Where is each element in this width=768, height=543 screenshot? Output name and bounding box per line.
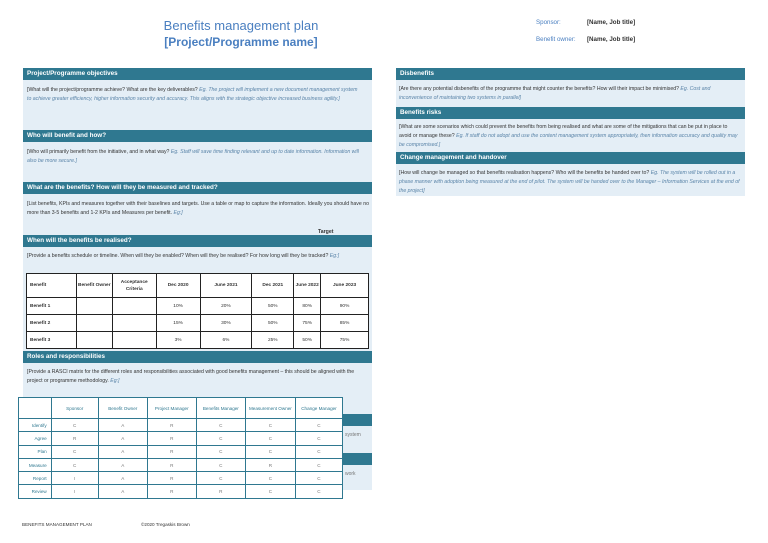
column-header: Acceptance Criteria [112,274,156,298]
table-cell: I [51,472,98,485]
row-label: Agree [19,432,52,445]
table-cell: 20% [200,298,252,315]
table-cell [112,332,156,349]
table-cell: C [196,432,245,445]
table-cell: 3% [156,332,200,349]
table-cell [76,332,112,349]
table-cell: C [245,419,295,432]
risks-text: [What are some scenarios which could prevent the benefits from being realised and what are some of the mitigations that can be put in place to avoid or manage these? Eg. If staff do not adopt and use the content management system appropriately, then information accuracy and quality may be compromised.] [399,124,738,148]
table-cell: C [245,472,295,485]
table-cell: 30% [200,315,252,332]
risks-heading: Benefits risks [396,107,745,119]
when-text: [Provide a benefits schedule or timeline. When will they be enabled? When will they be realised? For how long will they be tracked? Eg:] [27,253,340,259]
table-header-row [27,274,369,298]
owner-label: Benefit owner: [536,36,576,43]
table-cell: C [245,485,295,498]
sponsor-value: [Name, Job title] [587,19,636,26]
table-cell: R [245,458,295,471]
table-cell [112,298,156,315]
table-cell: C [196,419,245,432]
table-cell [112,315,156,332]
footer-copyright: ©2020 Tregaskis Brown [141,522,190,527]
column-header: Benefit [27,274,77,298]
table-cell: A [98,419,147,432]
table-cell: 85% [321,315,369,332]
table-cell: R [147,419,196,432]
hidden-text-fragment: work [345,471,356,477]
roles-text: [Provide a RASCI matrix for the different roles and responsibilities associated with good benefits management – this should be aligned with the project or programme methodology. Eg:] [27,369,355,384]
column-header: Dec 2020 [156,274,200,298]
table-row [19,458,343,471]
table-row [19,432,343,445]
table-cell: C [295,485,342,498]
table-cell: R [147,432,196,445]
table-cell: C [295,432,342,445]
column-header: Change Manager [295,398,342,419]
table-cell: C [245,432,295,445]
column-header: Dec 2021 [252,274,294,298]
table-cell: 25% [252,332,294,349]
objectives-text: [What will the project/programme achieve? What are the key deliverables? Eg. The project will implement a new document management system to achieve greater efficiency, higher information security and accuracy. This aligns with the strategic objective increased business agility.] [27,87,358,102]
table-cell: 50% [252,298,294,315]
table-cell: R [147,485,196,498]
disbenefits-text: [Are there any potential disbenefits of the programme that might counter the benefits? How will their impact be minimised? Eg. Cost and inconvenience of maintaining two systems in parallel] [399,86,711,101]
table-cell: C [295,472,342,485]
project-name: [Project/Programme name] [164,35,318,49]
table-cell: 50% [294,332,321,349]
what-heading: What are the benefits? How will they be measured and tracked? [23,182,372,194]
row-label: Review [19,485,52,498]
table-cell: C [295,445,342,458]
column-header: Project Manager [147,398,196,419]
benefits-schedule-table [26,273,369,349]
table-cell: A [98,458,147,471]
when-heading: When will the benefits be realised? [23,235,372,247]
row-label: Plan [19,445,52,458]
table-cell: C [196,445,245,458]
table-row [19,419,343,432]
table-cell: C [51,445,98,458]
row-label: Measure [19,458,52,471]
table-cell: C [51,458,98,471]
table-cell: A [98,445,147,458]
row-label: Identify [19,419,52,432]
disbenefits-heading: Disbenefits [396,68,745,80]
table-row [19,485,343,498]
page-title: Benefits management plan [163,18,319,33]
table-cell: C [51,419,98,432]
table-cell: 10% [156,298,200,315]
footer-doc-name: BENEFITS MANAGEMENT PLAN [22,522,92,527]
table-cell: 75% [321,332,369,349]
column-header: Benefit Owner [98,398,147,419]
table-cell: A [98,472,147,485]
table-cell: C [295,419,342,432]
rasci-table [18,397,343,499]
table-cell: C [245,445,295,458]
hidden-text-fragment: system [345,432,361,438]
table-cell: R [196,485,245,498]
table-cell: C [295,458,342,471]
table-cell: C [196,472,245,485]
column-header: Benefits Manager [196,398,245,419]
objectives-heading: Project/Programme objectives [23,68,372,80]
table-cell: A [98,485,147,498]
table-cell: C [196,458,245,471]
table-cell: 6% [200,332,252,349]
table-row [27,332,369,349]
change-text: [How will change be managed so that benefits realisation happens? Who will the benefits be handed over to? Eg. The system will be rolled out in a phase manner with adoption being measured at the end of pilot. The system will be handed over to the Manager – Information Services at the end of the project] [399,170,740,194]
change-heading: Change management and handover [396,152,745,164]
table-cell: 15% [156,315,200,332]
column-header: Benefit Owner [76,274,112,298]
row-label: Benefit 1 [27,298,77,315]
row-label: Report [19,472,52,485]
table-row [19,472,343,485]
column-header: June 2022 [294,274,321,298]
table-cell: 50% [252,315,294,332]
target-label: Target [318,229,334,235]
table-cell: R [147,472,196,485]
table-row [27,315,369,332]
table-row [27,298,369,315]
column-header: June 2021 [200,274,252,298]
who-text: [Who will primarily benefit from the initiative, and in what way? Eg. Staff will save time finding relevant and up to date information. Information will also be more secure.] [27,149,359,164]
table-cell: R [147,458,196,471]
roles-heading: Roles and responsibilities [23,351,372,363]
table-row [19,445,343,458]
table-cell: 80% [294,298,321,315]
table-cell [76,298,112,315]
who-heading: Who will benefit and how? [23,130,372,142]
table-header-row [19,398,343,419]
column-header: Sponsor [51,398,98,419]
owner-value: [Name, Job title] [587,36,636,43]
row-label: Benefit 3 [27,332,77,349]
table-cell: A [98,432,147,445]
row-label: Benefit 2 [27,315,77,332]
sponsor-label: Sponsor: [536,19,561,26]
table-cell [76,315,112,332]
table-cell: R [51,432,98,445]
table-cell: I [51,485,98,498]
title-block [130,18,352,50]
column-header: Measurement Owner [245,398,295,419]
column-header [19,398,52,419]
table-cell: 75% [294,315,321,332]
table-cell: R [147,445,196,458]
column-header: June 2023 [321,274,369,298]
table-cell: 90% [321,298,369,315]
what-text: [List benefits, KPIs and measures together with their baselines and targets. Use a table or map to capture the information. Ideally you should have no more than 3-5 benefits and 1-2 KPIs and Measures per benefit. Eg:] [27,201,369,216]
